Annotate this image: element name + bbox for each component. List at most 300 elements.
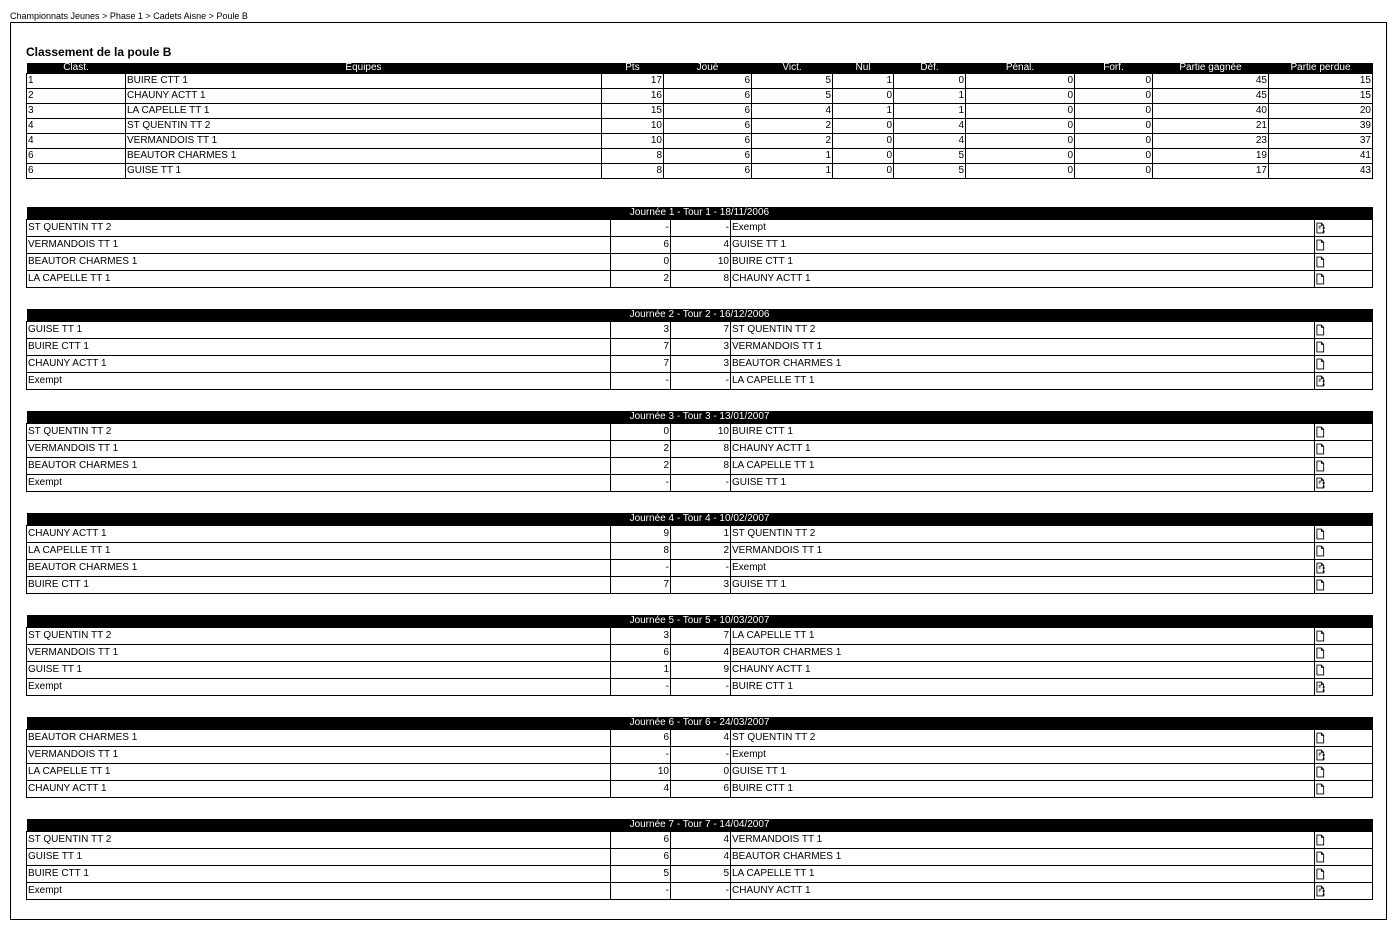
rank-cell: 4 [27,134,126,149]
stat-cell: 0 [1075,119,1153,134]
home-score-cell: 6 [611,849,671,866]
match-row [27,747,1373,764]
away-score-cell: 4 [671,237,731,254]
page-title: Classement de la poule B [26,45,172,59]
match-row [27,543,1373,560]
home-team-cell: LA CAPELLE TT 1 [27,543,611,560]
match-row [27,645,1373,662]
document-icon[interactable] [1316,358,1325,369]
header-penal: Pénal. [966,63,1075,74]
home-team-cell: BEAUTOR CHARMES 1 [27,254,611,271]
home-team-cell: BUIRE CTT 1 [27,339,611,356]
away-score-cell: 7 [671,628,731,645]
home-score-cell: 1 [611,662,671,679]
stat-cell: 1 [752,149,833,164]
away-team-cell: BEAUTOR CHARMES 1 [731,849,1315,866]
away-score-cell: 10 [671,254,731,271]
home-score-cell: 6 [611,730,671,747]
home-score-cell: 0 [611,424,671,441]
match-sheet-cell [1315,747,1373,764]
stat-cell: 4 [894,134,966,149]
home-team-cell: Exempt [27,679,611,696]
away-score-cell: - [671,560,731,577]
document-icon[interactable] [1316,664,1325,675]
match-sheet-cell [1315,560,1373,577]
match-sheet-cell [1315,628,1373,645]
away-score-cell: 4 [671,849,731,866]
home-score-cell: 10 [611,764,671,781]
document-icon[interactable] [1316,460,1325,471]
stat-cell: 5 [752,89,833,104]
match-sheet-cell [1315,866,1373,883]
match-sheet-cell [1315,543,1373,560]
away-team-cell: BEAUTOR CHARMES 1 [731,645,1315,662]
away-team-cell: CHAUNY ACTT 1 [731,271,1315,288]
match-sheet-cell [1315,764,1373,781]
document-icon[interactable] [1316,545,1325,556]
stat-cell: 8 [602,164,664,179]
match-sheet-cell [1315,577,1373,594]
match-sheet-cell [1315,526,1373,543]
match-row [27,322,1373,339]
stat-cell: 1 [894,104,966,119]
round-table [26,819,1373,900]
match-row [27,662,1373,679]
round-table [26,207,1373,288]
rank-cell: 6 [27,149,126,164]
away-team-cell: Exempt [731,220,1315,237]
stat-cell: 0 [833,134,894,149]
stat-cell: 20 [1269,104,1373,119]
match-sheet-cell [1315,322,1373,339]
document-icon[interactable] [1316,239,1325,250]
stat-cell: 41 [1269,149,1373,164]
match-sheet-cell [1315,883,1373,900]
exempt-document-icon[interactable] [1316,222,1325,233]
document-icon[interactable] [1316,732,1325,743]
stat-cell: 40 [1153,104,1269,119]
stat-cell: 6 [664,74,752,89]
team-name-cell: LA CAPELLE TT 1 [126,104,602,119]
home-team-cell: ST QUENTIN TT 2 [27,424,611,441]
away-score-cell: 4 [671,730,731,747]
away-team-cell: BUIRE CTT 1 [731,424,1315,441]
away-team-cell: LA CAPELLE TT 1 [731,458,1315,475]
standings-row [27,119,1373,134]
round-title: Journée 5 - Tour 5 - 10/03/2007 [27,615,1373,628]
round-title: Journée 4 - Tour 4 - 10/02/2007 [27,513,1373,526]
match-sheet-cell [1315,458,1373,475]
home-team-cell: Exempt [27,883,611,900]
round-table [26,615,1373,696]
round-title: Journée 7 - Tour 7 - 14/04/2007 [27,819,1373,832]
home-score-cell: - [611,220,671,237]
round-table [26,513,1373,594]
home-score-cell: 7 [611,339,671,356]
document-icon[interactable] [1316,647,1325,658]
stat-cell: 10 [602,119,664,134]
home-team-cell: ST QUENTIN TT 2 [27,628,611,645]
match-sheet-cell [1315,220,1373,237]
stat-cell: 0 [1075,149,1153,164]
match-row [27,271,1373,288]
home-score-cell: - [611,373,671,390]
exempt-document-icon[interactable] [1316,749,1325,760]
stat-cell: 45 [1153,74,1269,89]
rank-cell: 4 [27,119,126,134]
match-row [27,339,1373,356]
home-team-cell: LA CAPELLE TT 1 [27,271,611,288]
document-icon[interactable] [1316,851,1325,862]
away-score-cell: - [671,373,731,390]
round-title: Journée 1 - Tour 1 - 18/11/2006 [27,207,1373,220]
match-sheet-cell [1315,849,1373,866]
stat-cell: 37 [1269,134,1373,149]
stat-cell: 0 [966,149,1075,164]
home-score-cell: 7 [611,356,671,373]
document-icon[interactable] [1316,579,1325,590]
team-name-cell: VERMANDOIS TT 1 [126,134,602,149]
match-row [27,832,1373,849]
home-score-cell: - [611,679,671,696]
document-icon[interactable] [1316,868,1325,879]
rank-cell: 3 [27,104,126,119]
away-team-cell: VERMANDOIS TT 1 [731,543,1315,560]
away-score-cell: - [671,475,731,492]
away-team-cell: ST QUENTIN TT 2 [731,526,1315,543]
match-sheet-cell [1315,373,1373,390]
away-score-cell: 4 [671,645,731,662]
match-row [27,628,1373,645]
stat-cell: 0 [1075,74,1153,89]
home-score-cell: 3 [611,628,671,645]
stat-cell: 0 [1075,134,1153,149]
match-row [27,475,1373,492]
away-team-cell: VERMANDOIS TT 1 [731,339,1315,356]
home-score-cell: - [611,883,671,900]
stat-cell: 5 [894,149,966,164]
home-score-cell: 6 [611,237,671,254]
match-sheet-cell [1315,237,1373,254]
stat-cell: 15 [602,104,664,119]
exempt-document-icon[interactable] [1316,477,1325,488]
match-row [27,560,1373,577]
header-def: Déf. [894,63,966,74]
stat-cell: 0 [833,89,894,104]
match-row [27,764,1373,781]
home-score-cell: 3 [611,322,671,339]
home-score-cell: 9 [611,526,671,543]
home-score-cell: 7 [611,577,671,594]
stat-cell: 15 [1269,89,1373,104]
stat-cell: 0 [1075,89,1153,104]
match-row [27,220,1373,237]
match-row [27,356,1373,373]
away-team-cell: LA CAPELLE TT 1 [731,628,1315,645]
stat-cell: 0 [966,134,1075,149]
home-score-cell: - [611,747,671,764]
home-team-cell: CHAUNY ACTT 1 [27,526,611,543]
rank-cell: 6 [27,164,126,179]
home-team-cell: VERMANDOIS TT 1 [27,645,611,662]
away-score-cell: - [671,883,731,900]
match-sheet-cell [1315,339,1373,356]
stat-cell: 0 [1075,164,1153,179]
standings-row [27,104,1373,119]
match-row [27,237,1373,254]
match-row [27,441,1373,458]
away-team-cell: BUIRE CTT 1 [731,254,1315,271]
home-score-cell: 2 [611,458,671,475]
match-row [27,526,1373,543]
away-team-cell: CHAUNY ACTT 1 [731,883,1315,900]
stat-cell: 0 [966,164,1075,179]
header-vict: Vict. [752,63,833,74]
stat-cell: 6 [664,104,752,119]
document-icon[interactable] [1316,443,1325,454]
round-table [26,309,1373,390]
stat-cell: 0 [1075,104,1153,119]
team-name-cell: BEAUTOR CHARMES 1 [126,149,602,164]
away-team-cell: VERMANDOIS TT 1 [731,832,1315,849]
home-team-cell: VERMANDOIS TT 1 [27,441,611,458]
stat-cell: 15 [1269,74,1373,89]
stat-cell: 1 [833,74,894,89]
document-icon[interactable] [1316,426,1325,437]
away-team-cell: BUIRE CTT 1 [731,781,1315,798]
match-sheet-cell [1315,662,1373,679]
away-score-cell: 7 [671,322,731,339]
home-team-cell: GUISE TT 1 [27,322,611,339]
stat-cell: 21 [1153,119,1269,134]
home-team-cell: BEAUTOR CHARMES 1 [27,730,611,747]
home-team-cell: BUIRE CTT 1 [27,577,611,594]
stat-cell: 0 [833,164,894,179]
exempt-document-icon[interactable] [1316,562,1325,573]
match-sheet-cell [1315,475,1373,492]
match-sheet-cell [1315,441,1373,458]
away-score-cell: 2 [671,543,731,560]
away-score-cell: 8 [671,441,731,458]
match-row [27,866,1373,883]
stat-cell: 5 [894,164,966,179]
stat-cell: 45 [1153,89,1269,104]
away-score-cell: - [671,220,731,237]
match-sheet-cell [1315,832,1373,849]
home-team-cell: VERMANDOIS TT 1 [27,237,611,254]
match-sheet-cell [1315,356,1373,373]
away-team-cell: CHAUNY ACTT 1 [731,662,1315,679]
round-title: Journée 3 - Tour 3 - 13/01/2007 [27,411,1373,424]
team-name-cell: ST QUENTIN TT 2 [126,119,602,134]
stat-cell: 17 [1153,164,1269,179]
header-pts: Pts [602,63,664,74]
away-team-cell: LA CAPELLE TT 1 [731,866,1315,883]
match-row [27,577,1373,594]
away-score-cell: 4 [671,832,731,849]
stat-cell: 0 [833,149,894,164]
match-row [27,730,1373,747]
home-score-cell: 5 [611,866,671,883]
home-team-cell: BUIRE CTT 1 [27,866,611,883]
match-row [27,458,1373,475]
match-row [27,781,1373,798]
stat-cell: 39 [1269,119,1373,134]
round-table [26,717,1373,798]
away-team-cell: GUISE TT 1 [731,577,1315,594]
home-score-cell: 8 [611,543,671,560]
stat-cell: 2 [752,119,833,134]
document-icon[interactable] [1316,341,1325,352]
team-name-cell: CHAUNY ACTT 1 [126,89,602,104]
exempt-document-icon[interactable] [1316,681,1325,692]
away-score-cell: 3 [671,577,731,594]
stat-cell: 6 [664,89,752,104]
home-score-cell: 2 [611,271,671,288]
away-score-cell: 1 [671,526,731,543]
team-name-cell: BUIRE CTT 1 [126,74,602,89]
standings-row [27,164,1373,179]
away-team-cell: ST QUENTIN TT 2 [731,730,1315,747]
stat-cell: 6 [664,149,752,164]
home-score-cell: - [611,475,671,492]
home-score-cell: 0 [611,254,671,271]
stat-cell: 4 [752,104,833,119]
header-joue: Joué [664,63,752,74]
round-table [26,411,1373,492]
exempt-document-icon[interactable] [1316,375,1325,386]
away-team-cell: BEAUTOR CHARMES 1 [731,356,1315,373]
document-icon[interactable] [1316,528,1325,539]
header-partie-perdue: Partie perdue [1269,63,1373,74]
stat-cell: 2 [752,134,833,149]
match-row [27,883,1373,900]
breadcrumb: Championnats Jeunes > Phase 1 > Cadets Aisne > Poule B [10,11,248,21]
home-team-cell: BEAUTOR CHARMES 1 [27,560,611,577]
standings-table [26,63,1373,179]
stat-cell: 16 [602,89,664,104]
document-icon[interactable] [1316,834,1325,845]
home-score-cell: 6 [611,645,671,662]
stat-cell: 6 [664,134,752,149]
home-team-cell: Exempt [27,373,611,390]
away-score-cell: 3 [671,339,731,356]
standings-row [27,134,1373,149]
match-row [27,373,1373,390]
away-team-cell: GUISE TT 1 [731,237,1315,254]
match-sheet-cell [1315,679,1373,696]
away-score-cell: 0 [671,764,731,781]
standings-row [27,74,1373,89]
stat-cell: 1 [894,89,966,104]
match-row [27,849,1373,866]
match-row [27,254,1373,271]
stat-cell: 0 [966,74,1075,89]
home-score-cell: 2 [611,441,671,458]
match-sheet-cell [1315,254,1373,271]
exempt-document-icon[interactable] [1316,885,1325,896]
stat-cell: 17 [602,74,664,89]
stat-cell: 23 [1153,134,1269,149]
home-score-cell: 6 [611,832,671,849]
rank-cell: 1 [27,74,126,89]
document-icon[interactable] [1316,783,1325,794]
away-score-cell: 6 [671,781,731,798]
home-team-cell: GUISE TT 1 [27,849,611,866]
away-score-cell: 5 [671,866,731,883]
home-score-cell: - [611,560,671,577]
document-icon[interactable] [1316,273,1325,284]
away-team-cell: LA CAPELLE TT 1 [731,373,1315,390]
home-team-cell: GUISE TT 1 [27,662,611,679]
match-sheet-cell [1315,781,1373,798]
round-title: Journée 6 - Tour 6 - 24/03/2007 [27,717,1373,730]
away-score-cell: 8 [671,458,731,475]
home-team-cell: ST QUENTIN TT 2 [27,832,611,849]
match-sheet-cell [1315,424,1373,441]
home-team-cell: CHAUNY ACTT 1 [27,356,611,373]
home-team-cell: BEAUTOR CHARMES 1 [27,458,611,475]
stat-cell: 1 [752,164,833,179]
document-icon[interactable] [1316,630,1325,641]
team-name-cell: GUISE TT 1 [126,164,602,179]
away-score-cell: 10 [671,424,731,441]
stat-cell: 10 [602,134,664,149]
header-partie-gagnee: Partie gagnée [1153,63,1269,74]
stat-cell: 0 [966,104,1075,119]
stat-cell: 0 [833,119,894,134]
away-team-cell: Exempt [731,560,1315,577]
stat-cell: 43 [1269,164,1373,179]
stat-cell: 4 [894,119,966,134]
away-team-cell: CHAUNY ACTT 1 [731,441,1315,458]
standings-header-row [27,63,1373,74]
round-title: Journée 2 - Tour 2 - 16/12/2006 [27,309,1373,322]
stat-cell: 6 [664,119,752,134]
match-row [27,679,1373,696]
header-equipes: Equipes [126,63,602,74]
stat-cell: 5 [752,74,833,89]
away-team-cell: GUISE TT 1 [731,475,1315,492]
home-team-cell: ST QUENTIN TT 2 [27,220,611,237]
header-clast: Clast. [27,63,126,74]
document-icon[interactable] [1316,256,1325,267]
away-team-cell: Exempt [731,747,1315,764]
stat-cell: 0 [966,119,1075,134]
away-score-cell: - [671,747,731,764]
away-team-cell: BUIRE CTT 1 [731,679,1315,696]
home-score-cell: 4 [611,781,671,798]
away-team-cell: ST QUENTIN TT 2 [731,322,1315,339]
home-team-cell: CHAUNY ACTT 1 [27,781,611,798]
away-score-cell: 3 [671,356,731,373]
stat-cell: 8 [602,149,664,164]
header-nul: Nul [833,63,894,74]
away-score-cell: 8 [671,271,731,288]
away-score-cell: 9 [671,662,731,679]
stat-cell: 19 [1153,149,1269,164]
rank-cell: 2 [27,89,126,104]
stat-cell: 6 [664,164,752,179]
standings-row [27,89,1373,104]
document-icon[interactable] [1316,766,1325,777]
document-icon[interactable] [1316,324,1325,335]
home-team-cell: LA CAPELLE TT 1 [27,764,611,781]
away-score-cell: - [671,679,731,696]
match-sheet-cell [1315,730,1373,747]
home-team-cell: VERMANDOIS TT 1 [27,747,611,764]
standings-row [27,149,1373,164]
